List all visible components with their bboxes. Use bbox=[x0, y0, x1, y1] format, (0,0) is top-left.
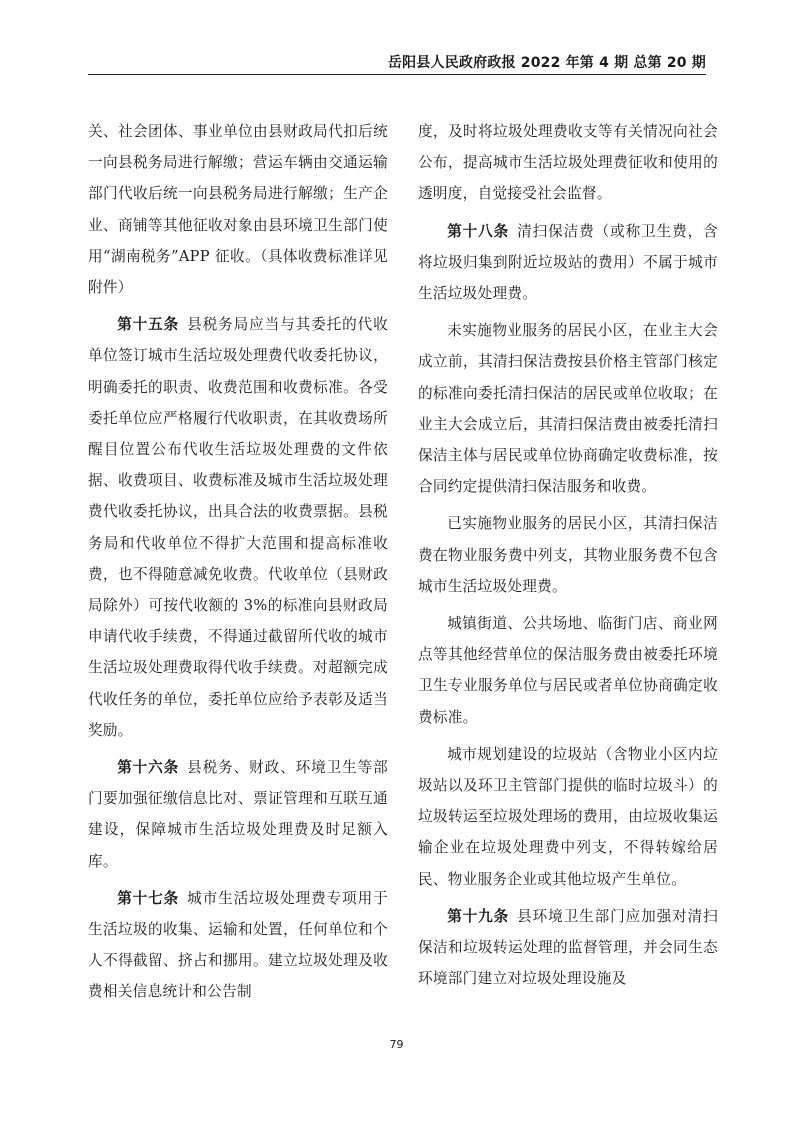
header-title: 岳阳县人民政府政报 2022 年第 4 期 总第 20 期 bbox=[387, 55, 706, 71]
paragraph-text: 清扫保洁费（或称卫生费，含将垃圾归集到附近垃圾站的费用）不属于城市生活垃圾处理费。 bbox=[418, 222, 718, 303]
paragraph bbox=[418, 901, 718, 995]
paragraph-text: 未实施物业服务的居民小区，在业主大会成立前，其清扫保洁费按县价格主管部门核定的标准向委托清扫保洁的居民或单位收取；在业主大会成立后，其清扫保洁费由被委托清扫保洁主体与居民或单位协商确定收费标准，按合同约定提供清扫保洁服务和收费。 bbox=[418, 322, 718, 496]
paragraph bbox=[88, 752, 388, 877]
paragraph-text: 城镇街道、公共场地、临街门店、商业网点等其他经营单位的保洁服务费由被委托环境卫生专业服务单位与居民或者单位协商确定收费标准。 bbox=[418, 615, 718, 726]
article-number: 第十六条 bbox=[117, 759, 180, 777]
paragraph bbox=[418, 216, 718, 310]
paragraph-text: 关、社会团体、事业单位由县财政局代扣后统一向县税务局进行解缴；营运车辆由交通运输部门代收后统一向县税务局进行解缴；生产企业、商铺等其他征收对象由县环境卫生部门使用“湖南税务”APP 征收。（具体收费标准详见附件） bbox=[88, 123, 388, 297]
paragraph bbox=[418, 315, 718, 502]
paragraph bbox=[418, 116, 718, 210]
article-number: 第十五条 bbox=[117, 316, 180, 334]
paragraph bbox=[88, 883, 388, 1008]
paragraph-text: 度，及时将垃圾处理费收支等有关情况向社会公布，提高城市生活垃圾处理费征收和使用的透明度，自觉接受社会监督。 bbox=[418, 123, 718, 203]
paragraph bbox=[418, 508, 718, 602]
paragraph-text: 县税务、财政、环境卫生等部门要加强征缴信息比对、票证管理和互联互通建设，保障城市生活垃圾处理费及时足额入库。 bbox=[88, 759, 388, 870]
paragraph bbox=[88, 309, 388, 746]
paragraph bbox=[418, 739, 718, 895]
page-number: 79 bbox=[389, 1038, 404, 1051]
paragraph-text: 城市生活垃圾处理费专项用于生活垃圾的收集、运输和处置，任何单位和个人不得截留、挤占和挪用。建立垃圾处理及收费相关信息统计和公告制 bbox=[88, 889, 388, 1001]
left-column bbox=[88, 116, 388, 1008]
paragraph bbox=[88, 116, 388, 303]
article-number: 第十八条 bbox=[447, 222, 510, 240]
paragraph-text: 县税务局应当与其委托的代收单位签订城市生活垃圾处理费代收委托协议，明确委托的职责、收费范围和收费标准。各受委托单位应严格履行代收职责，在其收费场所醒目位置公布代收生活垃圾处理费的文件依据、收费项目、收费标准及城市生活垃圾处理费代收委托协议，出具合法的收费票据。县税务局和代收单位不得扩大范围和提高标准收费，也不得随意减免收费。代收单位（县财政局除外）可按代收额的 3%的标准向县财政局申请代收手续费，不得通过截留所代收的城市生活垃圾处理费取得代收手续费。对超额完成代收任务的单位，委托单位应给予表彰及适当奖励。 bbox=[88, 316, 388, 739]
paragraph bbox=[418, 608, 718, 733]
right-column bbox=[418, 116, 718, 994]
running-header bbox=[88, 50, 706, 74]
paragraph-text: 已实施物业服务的居民小区，其清扫保洁费在物业服务费中列支，其物业服务费不包含城市生活垃圾处理费。 bbox=[418, 515, 718, 595]
header-rule bbox=[88, 74, 706, 75]
paragraph-text: 县环境卫生部门应加强对清扫保洁和垃圾转运处理的监督管理，并会同生态环境部门建立对垃圾处理设施及 bbox=[418, 907, 718, 988]
article-number: 第十九条 bbox=[447, 907, 510, 925]
article-number: 第十七条 bbox=[117, 889, 180, 907]
paragraph-text: 城市规划建设的垃圾站（含物业小区内垃圾站以及环卫主管部门提供的临时垃圾斗）的垃圾转运至垃圾处理场的费用，由垃圾收集运输企业在垃圾处理费中列支，不得转嫁给居民、物业服务企业或其他垃圾产生单位。 bbox=[418, 745, 718, 888]
